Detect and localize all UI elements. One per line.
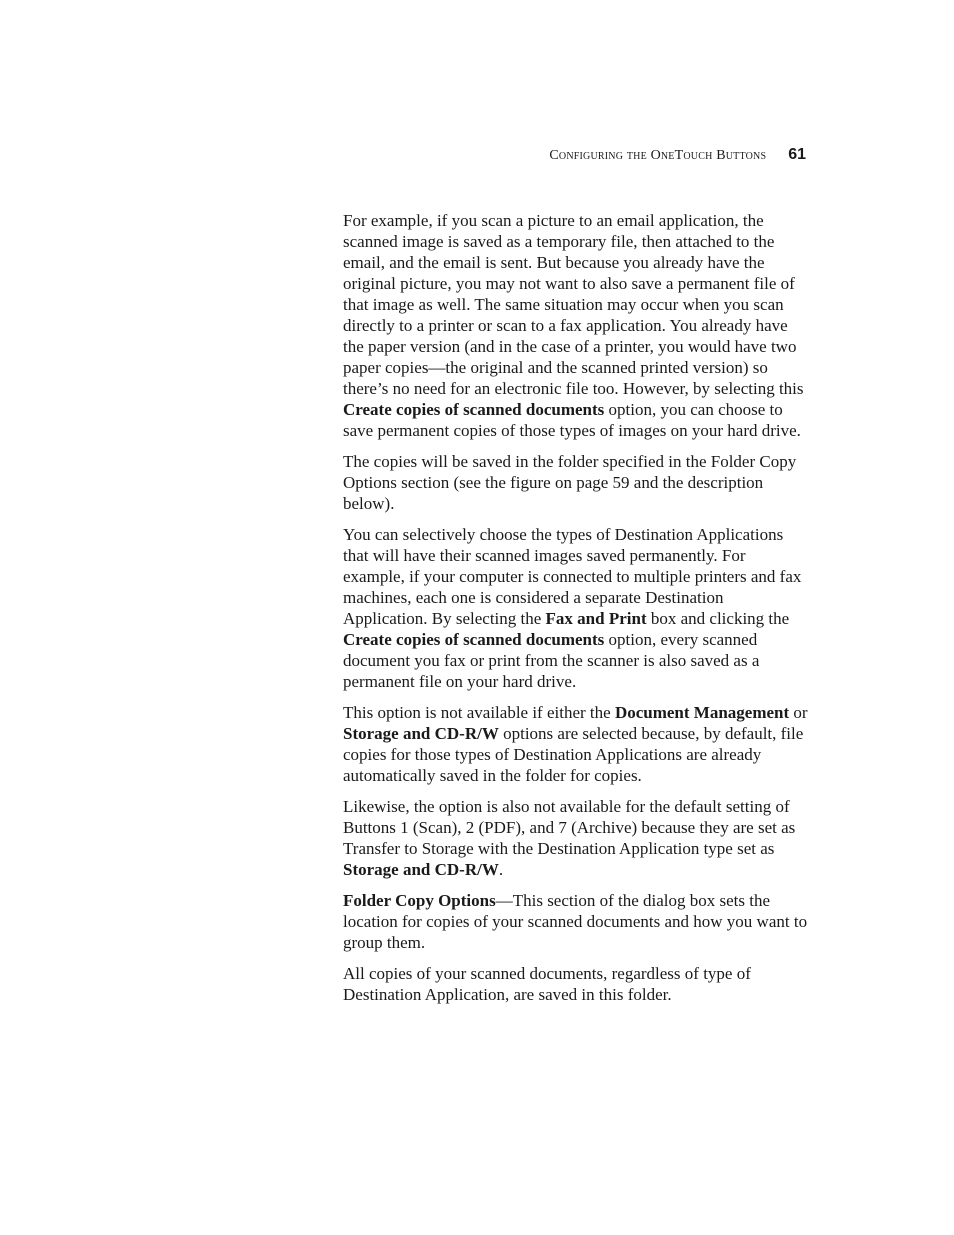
paragraph-text: You can selectively choose the types of Destination Applications that will have their scanned images saved permanently. For example, if your computer is connected to multiple printers and fax machines, each one is considered a separate Destination Application. By selecting the — [343, 525, 802, 628]
chapter-title: Configuring the OneTouch Buttons — [549, 148, 767, 163]
paragraph-text: . — [498, 860, 504, 879]
running-header — [340, 146, 806, 164]
paragraph-text: For example, if you scan a picture to an email application, the scanned image is saved as a temporary file, then attached to the email, and the email is sent. But because you already have the original picture, you may not want to also save a permanent file of that image as well. The same situation may occur when you scan directly to a printer or scan to a fax application. You already have the paper version (and in the case of a printer, you would have two paper copies—the original and the scanned printed version) so there’s no need for an electronic file too. However, by selecting this — [343, 211, 804, 398]
paragraph-text: This option is not available if either the — [343, 703, 615, 722]
paragraph-5 — [343, 796, 809, 880]
paragraph-text: The copies will be saved in the folder specified in the Folder Copy Options section (see the figure on page 59 and the description below). — [343, 452, 797, 513]
paragraph-6 — [343, 890, 809, 953]
body-text — [343, 210, 809, 1015]
option-name-create-copies: Create copies of scanned documents — [343, 400, 605, 419]
option-name-storage-cdrw: Storage and CD-R/W — [343, 860, 499, 879]
paragraph-4 — [343, 702, 809, 786]
paragraph-text: Likewise, the option is also not available for the default setting of Buttons 1 (Scan), 2 (PDF), and 7 (Archive) because they are set as Transfer to Storage with the Destination Application type set as — [343, 797, 796, 858]
paragraph-1 — [343, 210, 809, 441]
option-name-document-management: Document Management — [614, 703, 790, 722]
option-name-fax-and-print: Fax and Print — [545, 609, 647, 628]
page-number: 61 — [788, 146, 806, 163]
paragraph-text: options are selected because, by default, file copies for those types of Destination Applications are already automatically saved in the folder for copies. — [343, 724, 804, 785]
paragraph-text: box and clicking the — [646, 609, 790, 628]
paragraph-text: option, every scanned document you fax or print from the scanner is also saved as a permanent file on your hard drive. — [343, 630, 760, 691]
paragraph-text: or — [789, 703, 808, 722]
option-name-create-copies: Create copies of scanned documents — [343, 630, 605, 649]
paragraph-2 — [343, 451, 809, 514]
paragraph-text: —This section of the dialog box sets the location for copies of your scanned documents and how you want to group them. — [343, 891, 808, 952]
option-name-storage-cdrw: Storage and CD-R/W — [343, 724, 499, 743]
section-name-folder-copy-options: Folder Copy Options — [343, 891, 496, 910]
paragraph-text: All copies of your scanned documents, regardless of type of Destination Application, are saved in this folder. — [343, 964, 751, 1004]
paragraph-7 — [343, 963, 809, 1005]
paragraph-3 — [343, 524, 809, 692]
paragraph-text: option, you can choose to save permanent copies of those types of images on your hard drive. — [343, 400, 801, 440]
